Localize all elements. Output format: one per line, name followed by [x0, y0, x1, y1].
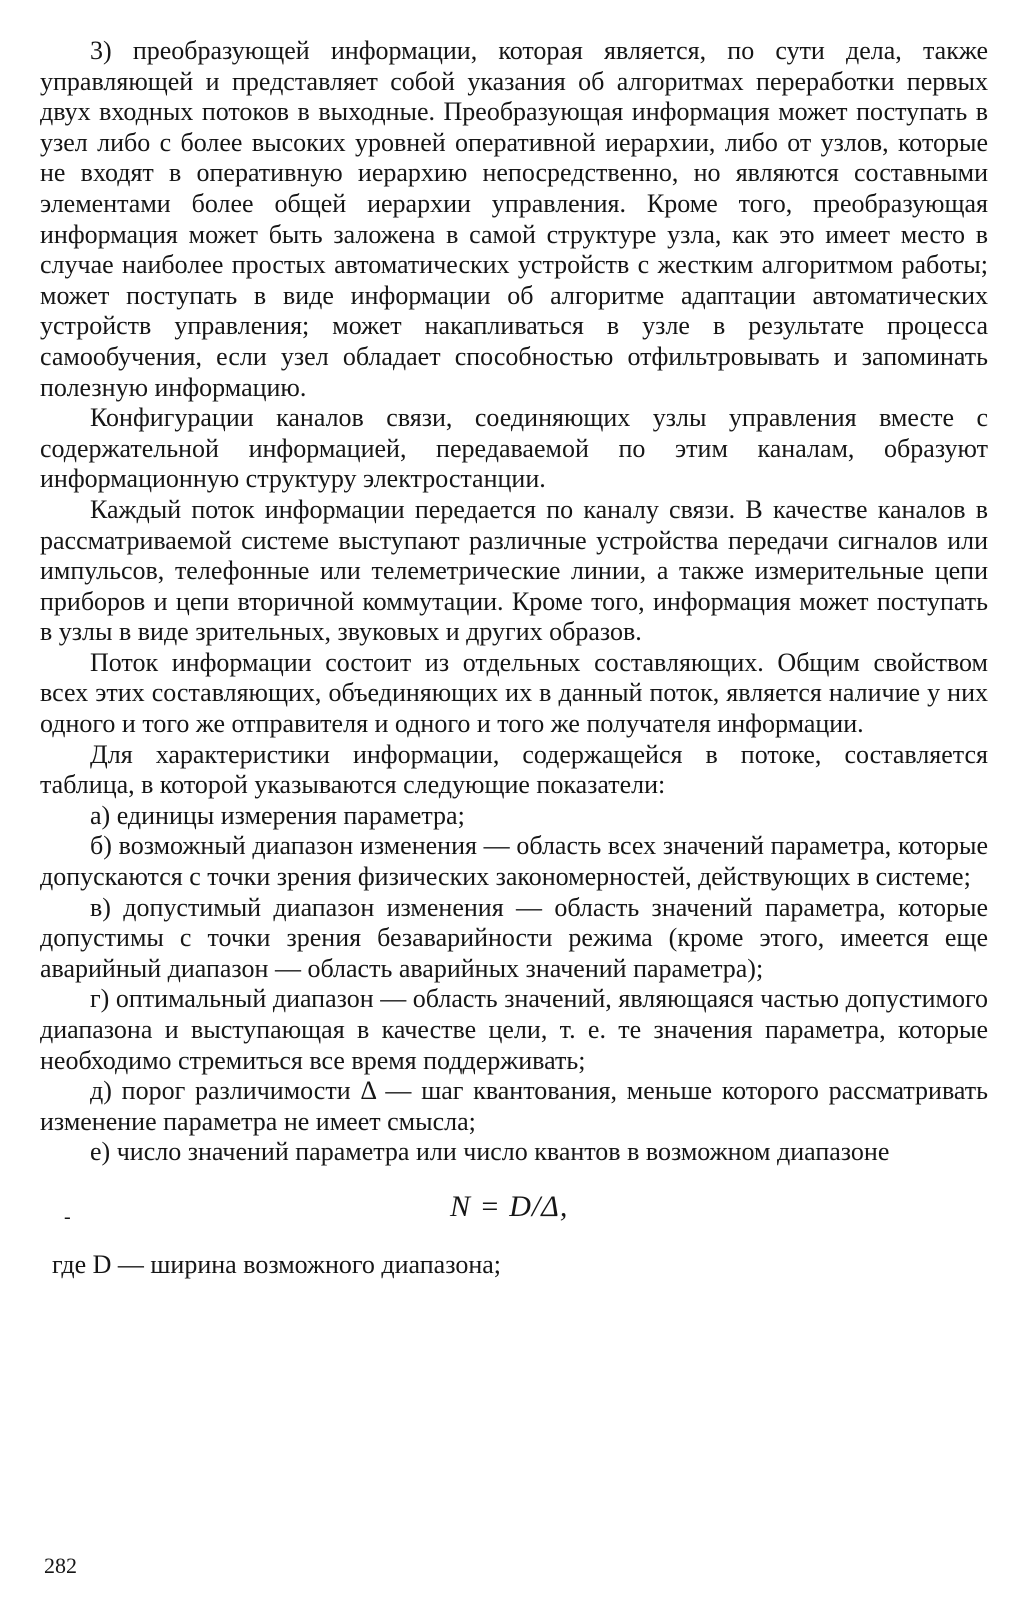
paragraph-2: Конфигурации каналов связи, соединяющих узлы управления вместе с содержательной информацией, передаваемой по этим каналам, образуют информационную структуру электростанции.: [40, 403, 988, 494]
list-item-v: в) допустимый диапазон изменения — область значений параметра, которые допустимы с точки зрения безаварийности режима (кроме этого, имеется еще аварийный диапазон — область аварийных значений параметра);: [40, 892, 988, 983]
list-item-e: е) число значений параметра или число квантов в возможном диапазоне: [90, 1137, 890, 1167]
paragraph-5: Для характеристики информации, содержащейся в потоке, составляется таблица, в которой указываются следующие показатели:: [40, 739, 988, 800]
list-item-b: б) возможный диапазон изменения — область всех значений параметра, которые допускаются с точки зрения физических закономерностей, действующих в системе;: [40, 831, 988, 892]
where-line: где D — ширина возможного диапазона;: [52, 1249, 502, 1279]
list-item-a: а) единицы измерения параметра;: [90, 800, 465, 830]
paragraph-3: Каждый поток информации передается по каналу связи. В качестве каналов в рассматриваемой системе выступают различные устройства передачи сигналов или импульсов, телефонные или телеметрические линии, а также измерительные цепи приборов и цепи вторичной коммутации. Кроме того, информация может поступать в узлы в виде зрительных, звуковых и других образов.: [40, 494, 988, 647]
formula-expression: N = D/Δ,: [450, 1189, 569, 1223]
formula: [40, 1189, 988, 1232]
page-body: [40, 36, 988, 1281]
paragraph-1: 3) преобразующей информации, которая является, по сути дела, также управляющей и представляет собой указания об алгоритмах переработки первых двух входных потоков в выходные. Преобразующая информация может поступать в узел либо с более высоких уровней оперативной иерархии, либо от узлов, которые не входят в оперативную иерархию непосредственно, но являются составными элементами более общей иерархии управления. Кроме того, преобразующая информация может быть заложена в самой структуре узла, как это имеет место в случае наиболее простых автоматических устройств с жестким алгоритмом работы; может поступать в виде информации об алгоритме адаптации автоматических устройств управления; может накапливаться в узле в результате процесса самообучения, если узел обладает способностью отфильтровывать и запоминать полезную информацию.: [40, 36, 988, 402]
paragraph-4: Поток информации состоит из отдельных составляющих. Общим свойством всех этих составляющих, объединяющих их в данный поток, является наличие у них одного и того же отправителя и одного и того же получателя информации.: [40, 647, 988, 739]
list-item-d: д) порог различимости Δ — шаг квантования, меньше которого рассматривать изменение параметра не имеет смысла;: [40, 1076, 988, 1136]
formula-mark: -: [64, 1205, 71, 1228]
list-item-g: г) оптимальный диапазон — область значений, являющаяся частью допустимого диапазона и выступающая в качестве цели, т. е. те значения параметра, которые необходимо стремиться все время поддерживать;: [40, 984, 988, 1075]
page-number: 282: [44, 1553, 77, 1578]
